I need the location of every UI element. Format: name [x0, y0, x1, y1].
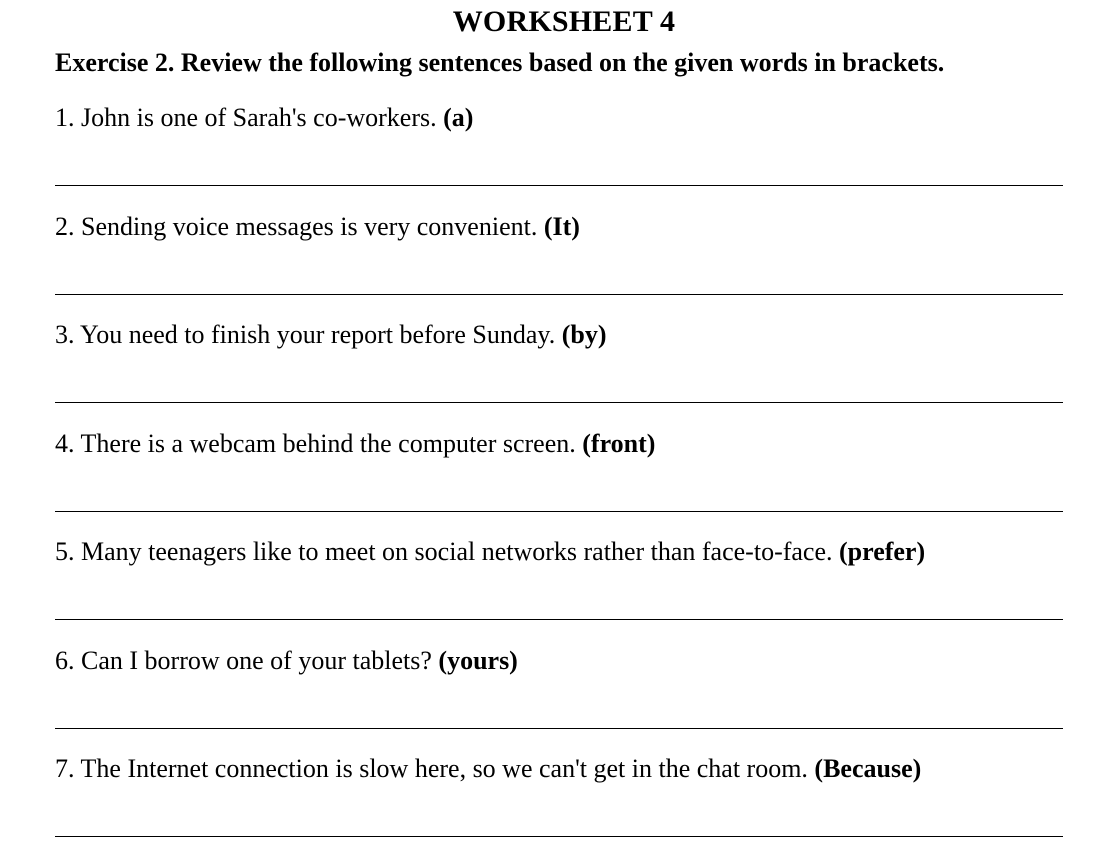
item-7-sentence	[55, 749, 921, 789]
item-6-keyword: (yours)	[438, 645, 518, 675]
item-5-number: 5.	[55, 537, 75, 566]
item-4-number: 4.	[55, 428, 75, 458]
exercise-instruction: Exercise 2. Review the following sentences based on the given words in brackets.	[55, 48, 945, 77]
item-3-text: You need to finish your report before Sunday.	[80, 320, 556, 349]
exercise-item-7	[55, 749, 1063, 858]
item-4-sentence	[55, 424, 655, 464]
item-3-answer-line[interactable]	[55, 402, 1063, 403]
exercise-item-3	[55, 315, 1063, 424]
item-6-number: 6.	[55, 645, 75, 675]
item-6-sentence	[55, 641, 518, 681]
item-7-text: The Internet connection is slow here, so we can't get in the chat room.	[80, 754, 808, 783]
item-1-number: 1.	[55, 103, 75, 132]
item-3-number: 3.	[55, 320, 75, 349]
item-4-answer-line[interactable]	[55, 511, 1063, 512]
item-1-answer-line[interactable]	[55, 185, 1063, 186]
item-2-text: Sending voice messages is very convenient.	[81, 211, 538, 241]
item-5-keyword: (prefer)	[839, 537, 926, 566]
item-5-answer-line[interactable]	[55, 619, 1063, 620]
item-2-keyword: (It)	[543, 211, 580, 241]
exercise-item-4	[55, 424, 1063, 533]
item-7-number: 7.	[55, 754, 75, 783]
item-1-keyword: (a)	[443, 103, 474, 132]
item-4-text: There is a webcam behind the computer screen.	[80, 428, 576, 458]
item-6-answer-line[interactable]	[55, 728, 1063, 729]
exercise-item-6	[55, 641, 1063, 750]
item-3-sentence	[55, 315, 606, 355]
item-5-sentence	[55, 532, 925, 572]
item-7-answer-line[interactable]	[55, 836, 1063, 837]
item-1-sentence	[55, 98, 473, 138]
exercise-item-5	[55, 532, 1063, 641]
item-6-text: Can I borrow one of your tablets?	[81, 645, 432, 675]
worksheet-title: WORKSHEET 4	[452, 5, 676, 38]
exercise-item-2	[55, 207, 1063, 316]
item-2-sentence	[55, 207, 580, 247]
item-1-text: John is one of Sarah's co-workers.	[81, 103, 437, 132]
item-3-keyword: (by)	[561, 320, 607, 349]
exercise-item-1	[55, 98, 1063, 207]
item-4-keyword: (front)	[582, 428, 656, 458]
item-2-number: 2.	[55, 211, 75, 241]
exercise-list	[55, 98, 1063, 858]
item-7-keyword: (Because)	[814, 754, 922, 783]
item-2-answer-line[interactable]	[55, 294, 1063, 295]
item-5-text: Many teenagers like to meet on social networks rather than face-to-face.	[81, 537, 833, 566]
